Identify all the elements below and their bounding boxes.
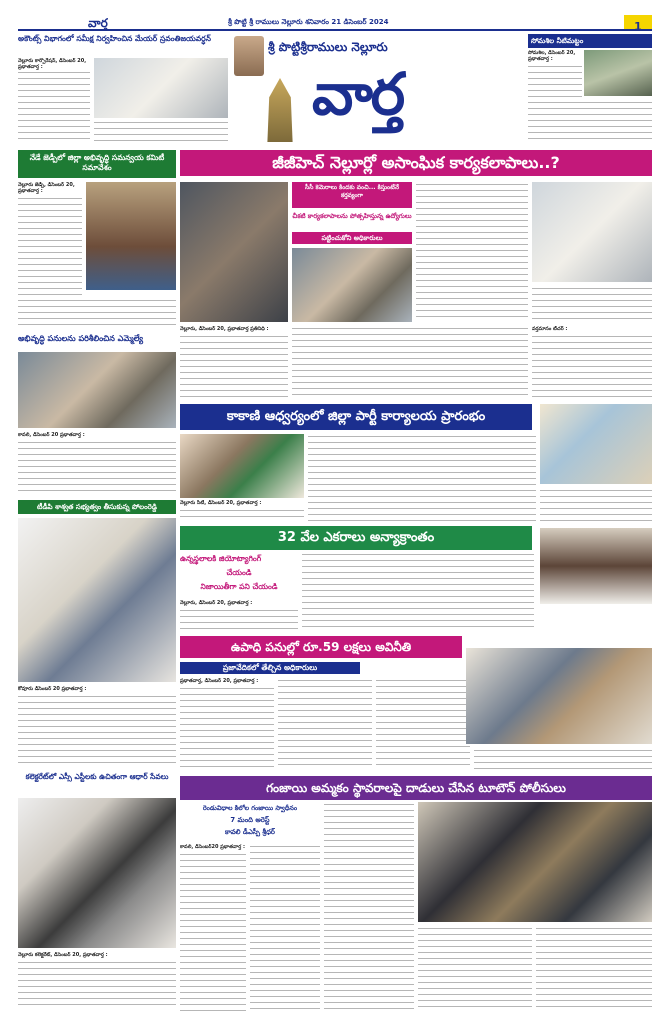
dateline: నెల్లూరు, డిసెంబర్ 20, ప్రభాతవార్త : <box>180 600 253 606</box>
deck-3: నిజాయితీగా పని చేయండి <box>200 582 278 591</box>
body-text <box>376 678 470 770</box>
employment-banner-text: ఉపాధి పనుల్లో రూ.59 లక్షలు అవినీతి <box>230 640 412 654</box>
body-text <box>308 434 536 522</box>
party-leaders-photo <box>540 404 652 484</box>
ganja-story <box>180 802 652 1014</box>
membership-photo <box>18 518 176 682</box>
body-text <box>278 678 372 770</box>
caption-person: వర్తమానం టీచర్ : <box>532 326 568 332</box>
body-text <box>416 182 528 322</box>
deck-1: చీకటి కార్యకలాపాలను పోత్సహిస్తున్న ఉద్యోగులు <box>292 212 412 220</box>
party-office-banner <box>180 404 532 430</box>
lead-banner-text: జీజీహెచ్ నెల్లూర్లో అసాంఘిక కార్యకలాపాలు..? <box>272 153 560 172</box>
body-text <box>250 844 320 1012</box>
body-text <box>474 748 652 770</box>
praja-vedika-photo <box>466 648 652 744</box>
story-mayor <box>18 34 228 144</box>
party-office-banner-text: కాకాణి ఆధ్వర్యంలో జిల్లా పార్టీ కార్యాలయ ప్రారంభం <box>226 409 486 424</box>
body-text <box>18 196 82 296</box>
body-text <box>18 298 176 328</box>
employment-story <box>180 660 652 772</box>
dateline: సోమశిల, డిసెంబర్ 20, ప్రభాతవార్త : <box>528 50 576 62</box>
cctv-photo <box>292 248 412 322</box>
police-arrest-photo <box>418 802 652 922</box>
body-text <box>94 120 228 142</box>
body-text <box>418 926 532 1012</box>
body-text <box>180 334 288 398</box>
dateline: కావలి, డిసెంబర్ 20 ప్రభాతవార్త : <box>18 432 85 438</box>
dateline: నెల్లూరు, డిసెంబర్ 20, ప్రభాతవార్త ప్రతినిధి : <box>180 326 269 332</box>
headline-box <box>528 34 652 48</box>
story-tdp-membership <box>18 500 176 770</box>
body-text <box>324 802 414 1012</box>
body-text <box>18 440 176 492</box>
deck-1: రెండువిధాల కిలోల గంజాయి స్వాధీనం <box>202 804 298 812</box>
reservoir-photo <box>584 50 652 96</box>
story-zp-meeting <box>18 150 176 330</box>
deck-2: పట్టించుకోని అధికారులు <box>292 232 412 244</box>
date-line: శ్రీ పొట్టి శ్రీ రాములు నెల్లూరు శనివారం 21 డిసెంబర్ 2024 <box>228 18 389 26</box>
deck-2: చేయండి <box>226 568 252 577</box>
land-banner-text: 32 వేల ఎకరాలు అన్యాక్రాంతం <box>277 530 435 545</box>
story-mla <box>18 334 176 494</box>
dateline: ప్రభాతవార్త, డిసెంబర్ 20, ప్రభాతవార్త : <box>180 678 259 684</box>
story-aadhar <box>18 772 176 1012</box>
masthead-logo: వార్త <box>312 60 404 128</box>
land-banner <box>180 526 532 550</box>
body-text <box>180 508 304 522</box>
body-text <box>18 694 176 766</box>
dateline: నెల్లూరు కలెక్టరేట్, డిసెంబర్ 20, ప్రభాతవార్త : <box>18 952 108 958</box>
chairperson-photo <box>86 182 176 290</box>
officer-portrait <box>540 528 652 604</box>
body-text <box>532 286 652 322</box>
dateline: కావలి, డిసెంబర్20 ప్రభాతవార్త : <box>180 844 245 850</box>
ganja-banner-text: గంజాయి అమ్మకం స్థావరాలపై దాడులు చేసిన టూటౌన్ పోలీసులు <box>266 781 566 795</box>
headline: టీడీపి శాశ్వత సభ్యత్వం తీసుకున్న పోలంరెడ్డి <box>37 503 157 511</box>
headline-box <box>18 150 176 178</box>
headline: కలెక్టరేట్‌లో ఎస్సీ ఎస్టీలకు ఉచితంగా ఆధార్ సేవలు <box>25 772 169 781</box>
story-somasila <box>528 34 652 144</box>
dateline: నెల్లూరు సిటీ, డిసెంబర్ 20, ప్రభాతవార్త : <box>180 500 262 506</box>
headline: అభివృద్ధి పనులను పరిశీలించిన ఎమ్మెల్యే <box>18 334 144 343</box>
headline: నేడే జెడ్పీలో జిల్లా అభివృద్ధి సమన్వయ కమిటీ సమావేశం <box>29 153 165 172</box>
body-text <box>292 326 528 398</box>
dateline: నెల్లూరు కార్పొరేషన్, డిసెంబర్ 20, ప్రభాతవార్త : <box>18 58 87 70</box>
hospital-photo <box>532 182 652 282</box>
brand-small: వార్త <box>88 16 108 30</box>
kicker-box <box>292 182 412 208</box>
caption: కోవూరు డిసెంబర్ 20 ప్రభాతవార్త : <box>18 686 87 692</box>
mayor-meeting-photo <box>94 58 228 118</box>
employment-banner <box>180 636 462 658</box>
district-line: శ్రీ పొట్టిశ్రీరాములు నెల్లూరు <box>268 40 388 54</box>
leader-portrait <box>234 36 264 76</box>
body-text <box>180 852 246 1012</box>
body-text <box>18 70 90 140</box>
aadhar-photo <box>18 798 176 948</box>
dateline: నెల్లూరు జెడ్పీ, డిసెంబర్ 20, ప్రభాతవార్త : <box>18 182 75 194</box>
body-text <box>302 552 534 630</box>
body-text <box>180 686 274 770</box>
mla-inspection-photo <box>18 352 176 428</box>
temple-image <box>262 78 298 142</box>
body-text <box>18 960 176 1010</box>
lead-banner <box>180 150 652 176</box>
body-text <box>528 100 652 142</box>
headline: సోమశిల నీటిమట్టం <box>531 37 584 45</box>
body-text <box>528 64 582 98</box>
deck-2: 7 మంది అరెస్ట్ <box>230 816 270 824</box>
top-strip <box>18 15 652 31</box>
masthead <box>232 34 524 144</box>
deck-3: కావలి డీఎస్పీ శ్రీధర్ <box>225 828 275 836</box>
body-text <box>532 334 652 398</box>
deck-1: ఉన్నస్థలాలకి జియోట్యాగింగ్ <box>180 554 262 563</box>
kicker: సీసీ కెమెరాలు కిందకు వంచి... కిస్తుంటేనే కర్తవ్యంగా <box>305 184 399 199</box>
land-story <box>180 552 652 632</box>
page-number <box>624 15 652 33</box>
body-text <box>180 608 298 630</box>
ward-photo <box>180 182 288 322</box>
body-text <box>540 488 652 522</box>
page-number-text: 1 <box>634 20 642 33</box>
headline-box <box>18 500 176 514</box>
deck: ప్రజావేదికలో తేల్చిన అధికారులు <box>180 662 360 674</box>
office-opening-photo <box>180 434 304 498</box>
lead-story <box>180 180 652 400</box>
ganja-banner <box>180 776 652 800</box>
headline: అకౌంట్స్ విభాగంలో సమీక్ష నిర్వహించిన మేయర్ స్రవంతిజయవర్ధన్ <box>18 34 212 43</box>
body-text <box>536 926 652 1012</box>
party-office-story <box>180 432 652 522</box>
